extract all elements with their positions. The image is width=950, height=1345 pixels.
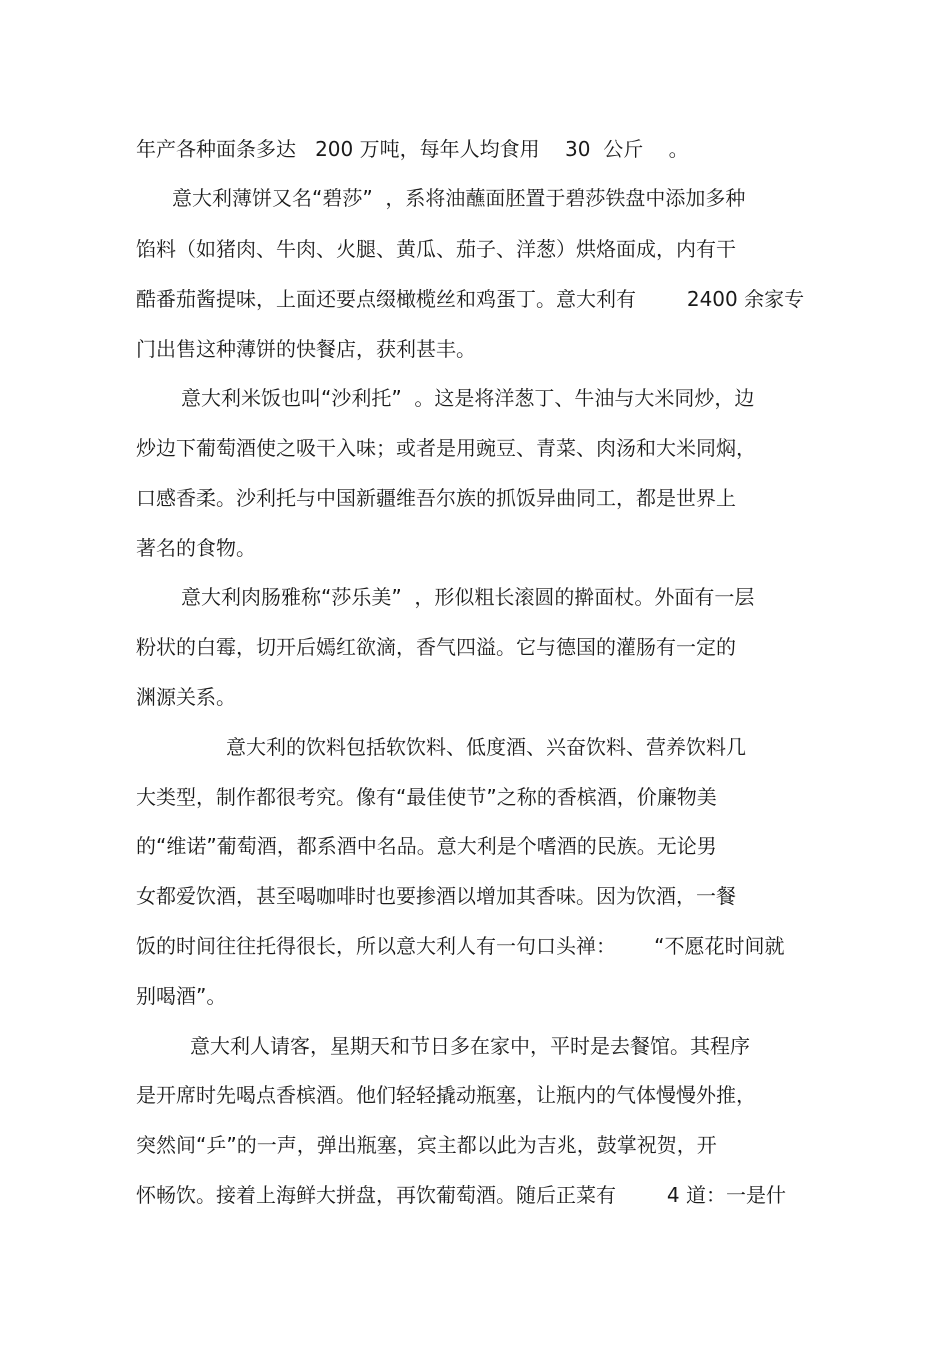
- text-line: 门出售这种薄饼的快餐店，获利甚丰。: [136, 337, 476, 361]
- text-line: 是开席时先喝点香槟酒。他们轻轻撬动瓶塞，让瓶内的气体慢慢外推，: [136, 1083, 756, 1107]
- text-line: 饭的时间往往托得很长，所以意大利人有一句口头禅： “不愿花时间就: [136, 934, 785, 958]
- text-line: 突然间“乒”的一声，弹出瓶塞，宾主都以此为吉兆，鼓掌祝贺，开: [136, 1133, 717, 1157]
- text-line: 渊源关系。: [136, 685, 236, 709]
- text-line: 炒边下葡萄酒使之吸干入味；或者是用豌豆、青菜、肉汤和大米同焖，: [136, 436, 756, 460]
- text-line: 大类型，制作都很考究。像有“最佳使节”之称的香槟酒，价廉物美: [136, 785, 717, 809]
- text-line: 意大利薄饼又名“碧莎” ，系将油蘸面胚置于碧莎铁盘中添加多种: [172, 186, 746, 210]
- text-line: 口感香柔。沙利托与中国新疆维吾尔族的抓饭异曲同工，都是世界上: [136, 486, 736, 510]
- text-line: 意大利米饭也叫“沙利托” 。这是将洋葱丁、牛油与大米同炒，边: [181, 386, 755, 410]
- text-line: 粉状的白霉，切开后嫣红欲滴，香气四溢。它与德国的灌肠有一定的: [136, 635, 736, 659]
- text-line: 怀畅饮。接着上海鲜大拼盘，再饮葡萄酒。随后正菜有 4 道：一是什: [136, 1183, 786, 1207]
- text-line: 年产各种面条多达 200 万吨，每年人均食用 30 公斤 。: [136, 137, 689, 161]
- text-line: 著名的食物。: [136, 536, 256, 560]
- text-line: 意大利的饮料包括软饮料、低度酒、兴奋饮料、营养饮料几: [226, 735, 746, 759]
- text-line: 意大利肉肠雅称“莎乐美” ，形似粗长滚圆的擀面杖。外面有一层: [181, 585, 755, 609]
- text-line: 女都爱饮酒，甚至喝咖啡时也要掺酒以增加其香味。因为饮酒，一餐: [136, 884, 736, 908]
- text-line: 的“维诺”葡萄酒，都系酒中名品。意大利是个嗜酒的民族。无论男: [136, 834, 717, 858]
- text-line: 别喝酒”。: [136, 984, 227, 1008]
- text-line: 意大利人请客，星期天和节日多在家中，平时是去餐馆。其程序: [190, 1034, 750, 1058]
- text-line: 馅料（如猪肉、牛肉、火腿、黄瓜、茄子、洋葱）烘烙面成，内有干: [136, 237, 736, 261]
- text-line: 酷番茄酱提味，上面还要点缀橄榄丝和鸡蛋丁。意大利有 2400 余家专: [136, 287, 805, 311]
